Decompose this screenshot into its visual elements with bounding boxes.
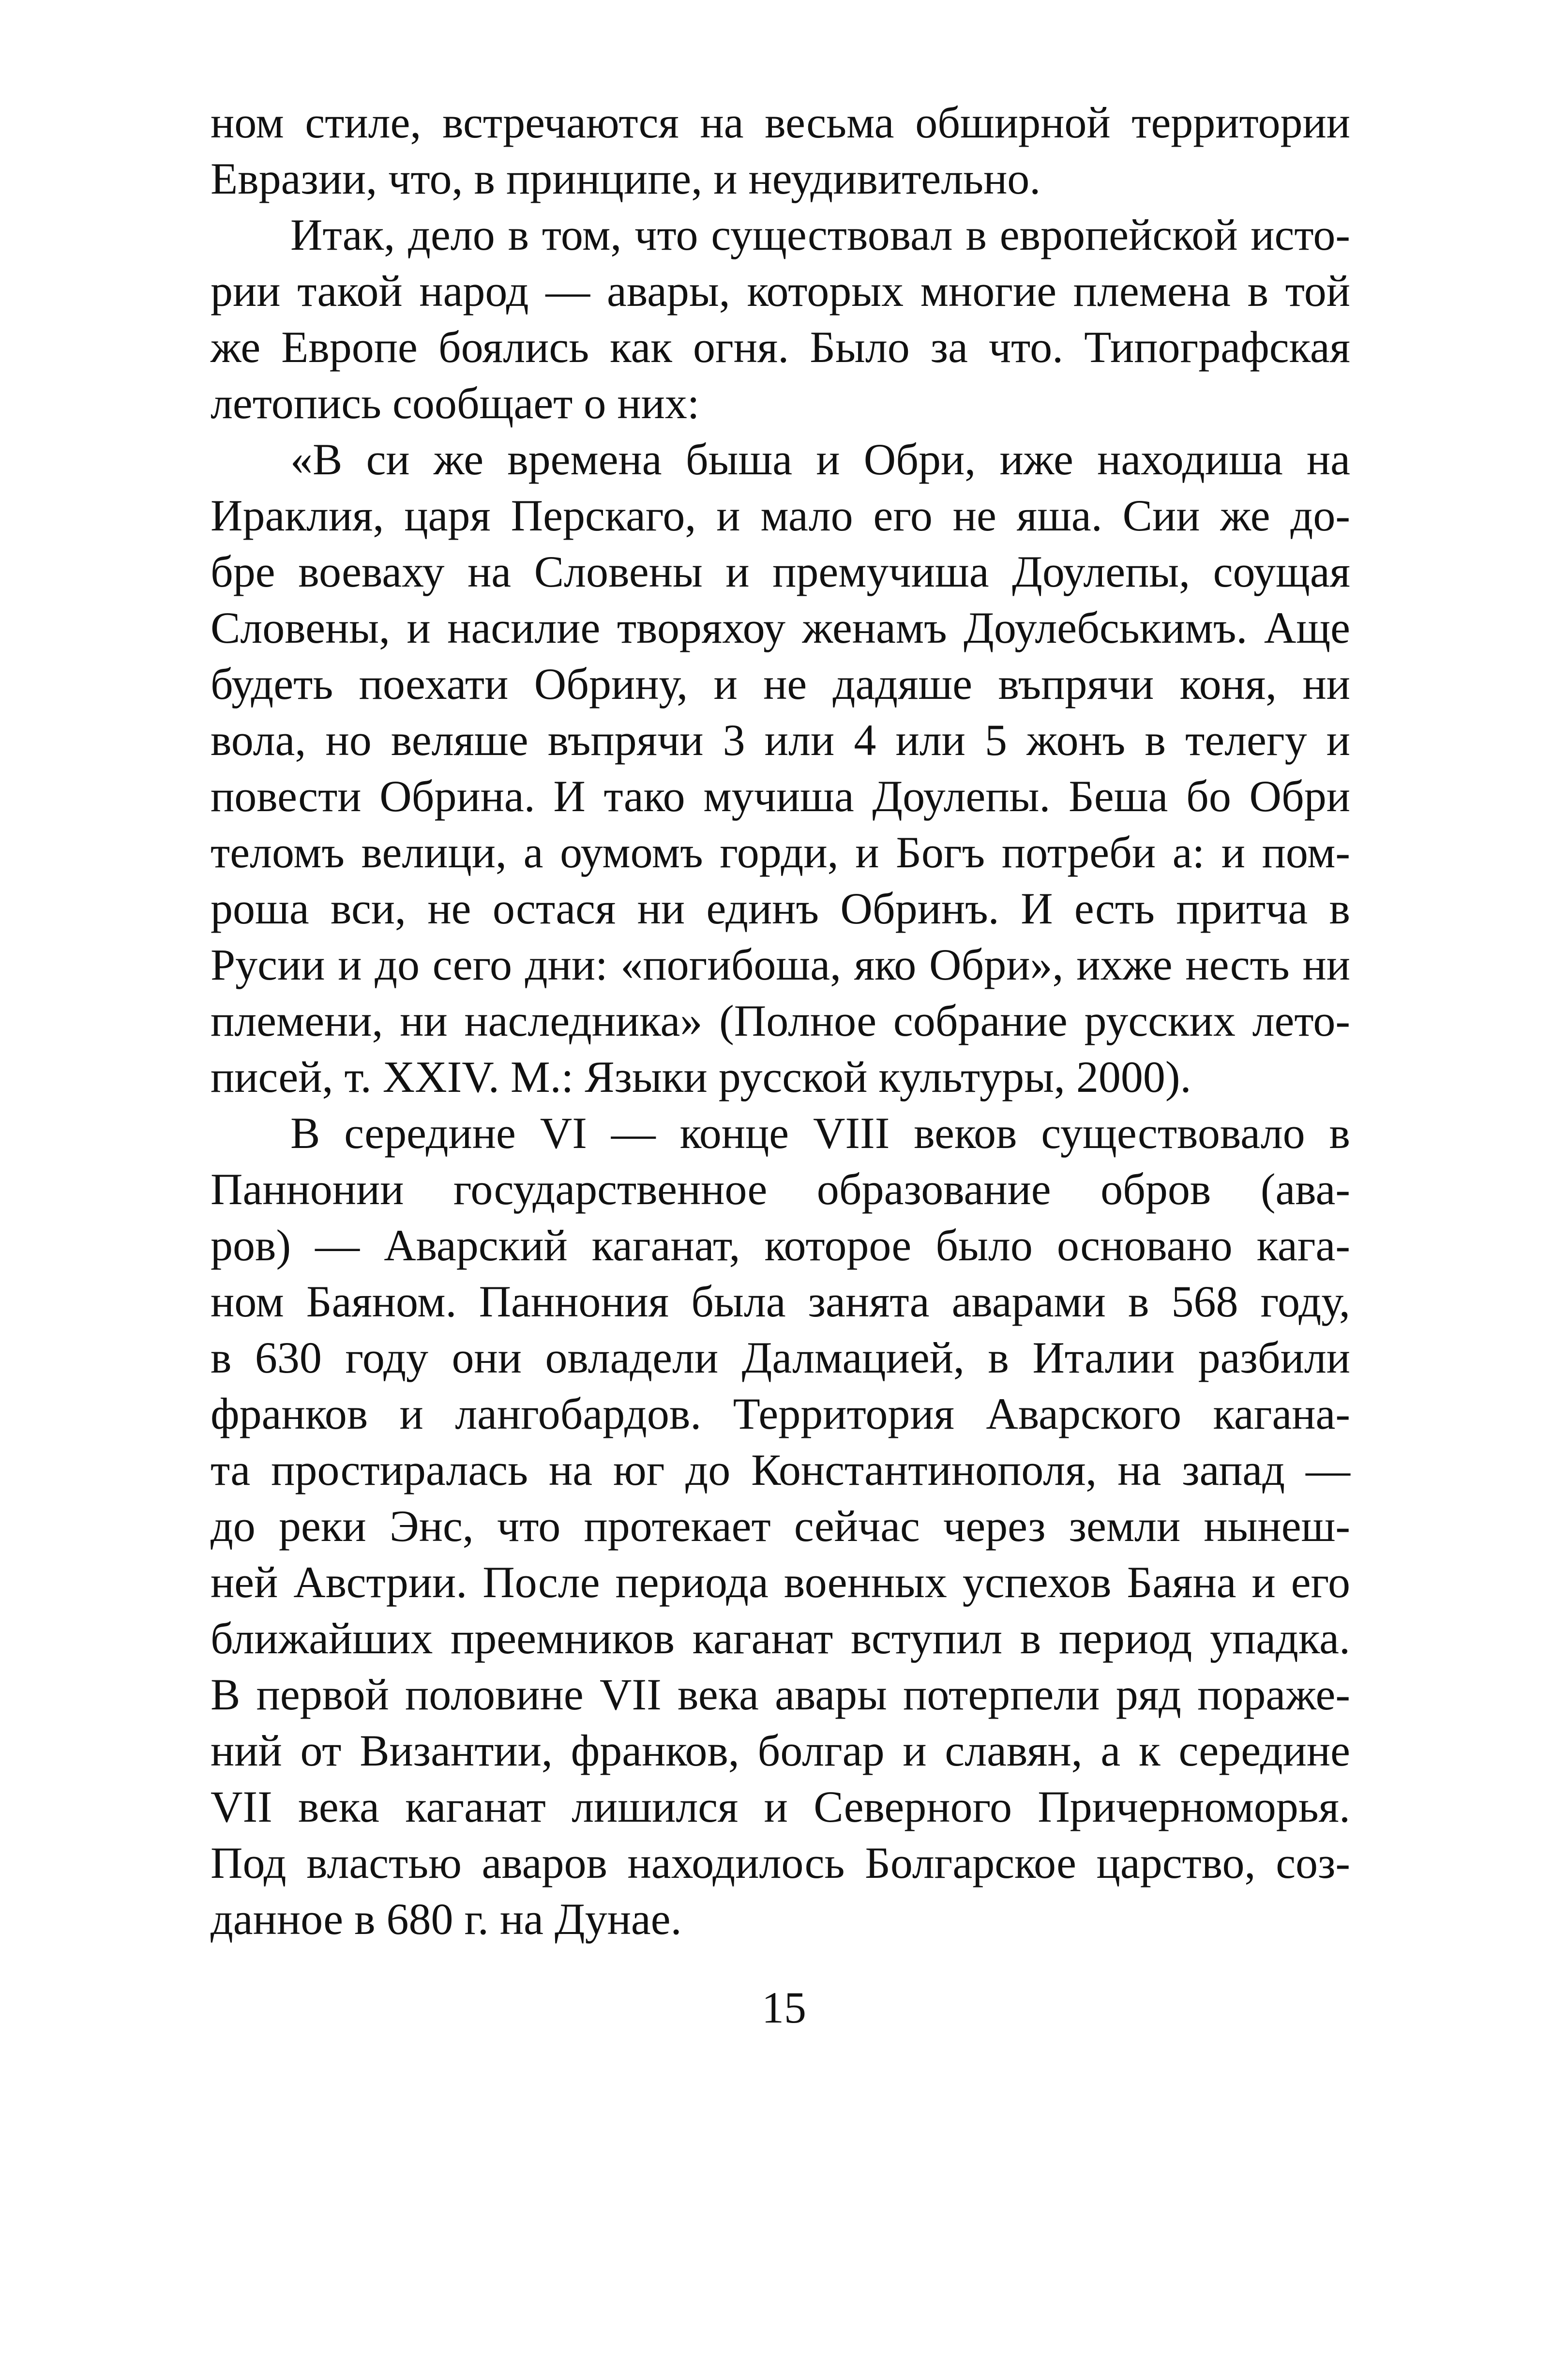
body-text — [211, 94, 1350, 1947]
text-line: Ираклия, царя Перскаго, и мало его не яша. Сии же до- — [211, 491, 1350, 540]
text-line: Русии и до сего дни: «погибоша, яко Обри», ихже несть ни — [211, 940, 1350, 989]
text-line: повести Обрина. И тако мучиша Доулепы. Беша бо Обри — [211, 771, 1350, 821]
text-line: та простиралась на юг до Константинополя, на запад — — [211, 1445, 1350, 1495]
text-line: ров) — Аварский каганат, которое было основано кага- — [211, 1221, 1350, 1270]
text-line: писей, т. XXIV. М.: Языки русской культуры, 2000). — [211, 1052, 1191, 1102]
text-line: ном стиле, встречаются на весьма обширной территории — [211, 98, 1350, 147]
text-line: ном Баяном. Паннония была занята аварами в 568 году, — [211, 1277, 1350, 1326]
text-line: племени, ни наследника» (Полное собрание русских лето- — [211, 996, 1350, 1045]
paragraph-avars-intro — [211, 207, 1350, 431]
text-line: вола, но веляше въпрячи 3 или 4 или 5 жонъ в телегу и — [211, 715, 1350, 765]
text-line: данное в 680 г. на Дунае. — [211, 1894, 682, 1944]
text-line: ней Австрии. После периода военных успехов Баяна и его — [211, 1557, 1350, 1607]
text-line: Паннонии государственное образование обров (ава- — [211, 1164, 1350, 1214]
text-line: Итак, дело в том, что существовал в европейской исто- — [290, 210, 1350, 259]
book-page — [211, 94, 1350, 1947]
text-line: «В си же времена быша и Обри, иже находиша на — [290, 435, 1350, 484]
text-line: до реки Энс, что протекает сейчас через земли нынеш- — [211, 1501, 1350, 1551]
text-line: будеть поехати Обрину, и не дадяше въпрячи коня, ни — [211, 659, 1350, 709]
text-line: же Европе боялись как огня. Было за что. Типографская — [211, 322, 1350, 372]
text-line: франков и лангобардов. Территория Аварского кагана- — [211, 1389, 1350, 1438]
paragraph-avar-khaganate — [211, 1105, 1350, 1947]
text-line: VII века каганат лишился и Северного Причерноморья. — [211, 1782, 1350, 1831]
text-line: Под властью аваров находилось Болгарское царство, соз- — [211, 1838, 1350, 1888]
page-number: 15 — [762, 1983, 806, 2032]
text-line: Евразии, что, в принципе, и неудивительно. — [211, 154, 1041, 203]
text-line: ний от Византии, франков, болгар и славян, а к середине — [211, 1726, 1350, 1775]
text-line: летопись сообщает о них: — [211, 378, 700, 428]
text-line: рии такой народ — авары, которых многие племена в той — [211, 266, 1350, 316]
text-line: бре воеваху на Словены и премучиша Доулепы, соущая — [211, 547, 1350, 596]
paragraph-continuation — [211, 94, 1350, 207]
text-line: ближайших преемников каганат вступил в период упадка. — [211, 1614, 1350, 1663]
text-line: в 630 году они овладели Далмацией, в Италии разбили — [211, 1333, 1350, 1382]
paragraph-chronicle-quote — [211, 431, 1350, 1105]
text-line: В середине VI — конце VIII веков существовало в — [290, 1108, 1350, 1158]
text-line: роша вси, не остася ни единъ Обринъ. И есть притча в — [211, 884, 1350, 933]
text-line: теломъ велици, а оумомъ горди, и Богъ потреби а: и пом- — [211, 828, 1350, 877]
text-line: Словены, и насилие творяхоу женамъ Доулебськимъ. Аще — [211, 603, 1350, 652]
text-line: В первой половине VII века авары потерпели ряд пораже- — [211, 1670, 1350, 1719]
